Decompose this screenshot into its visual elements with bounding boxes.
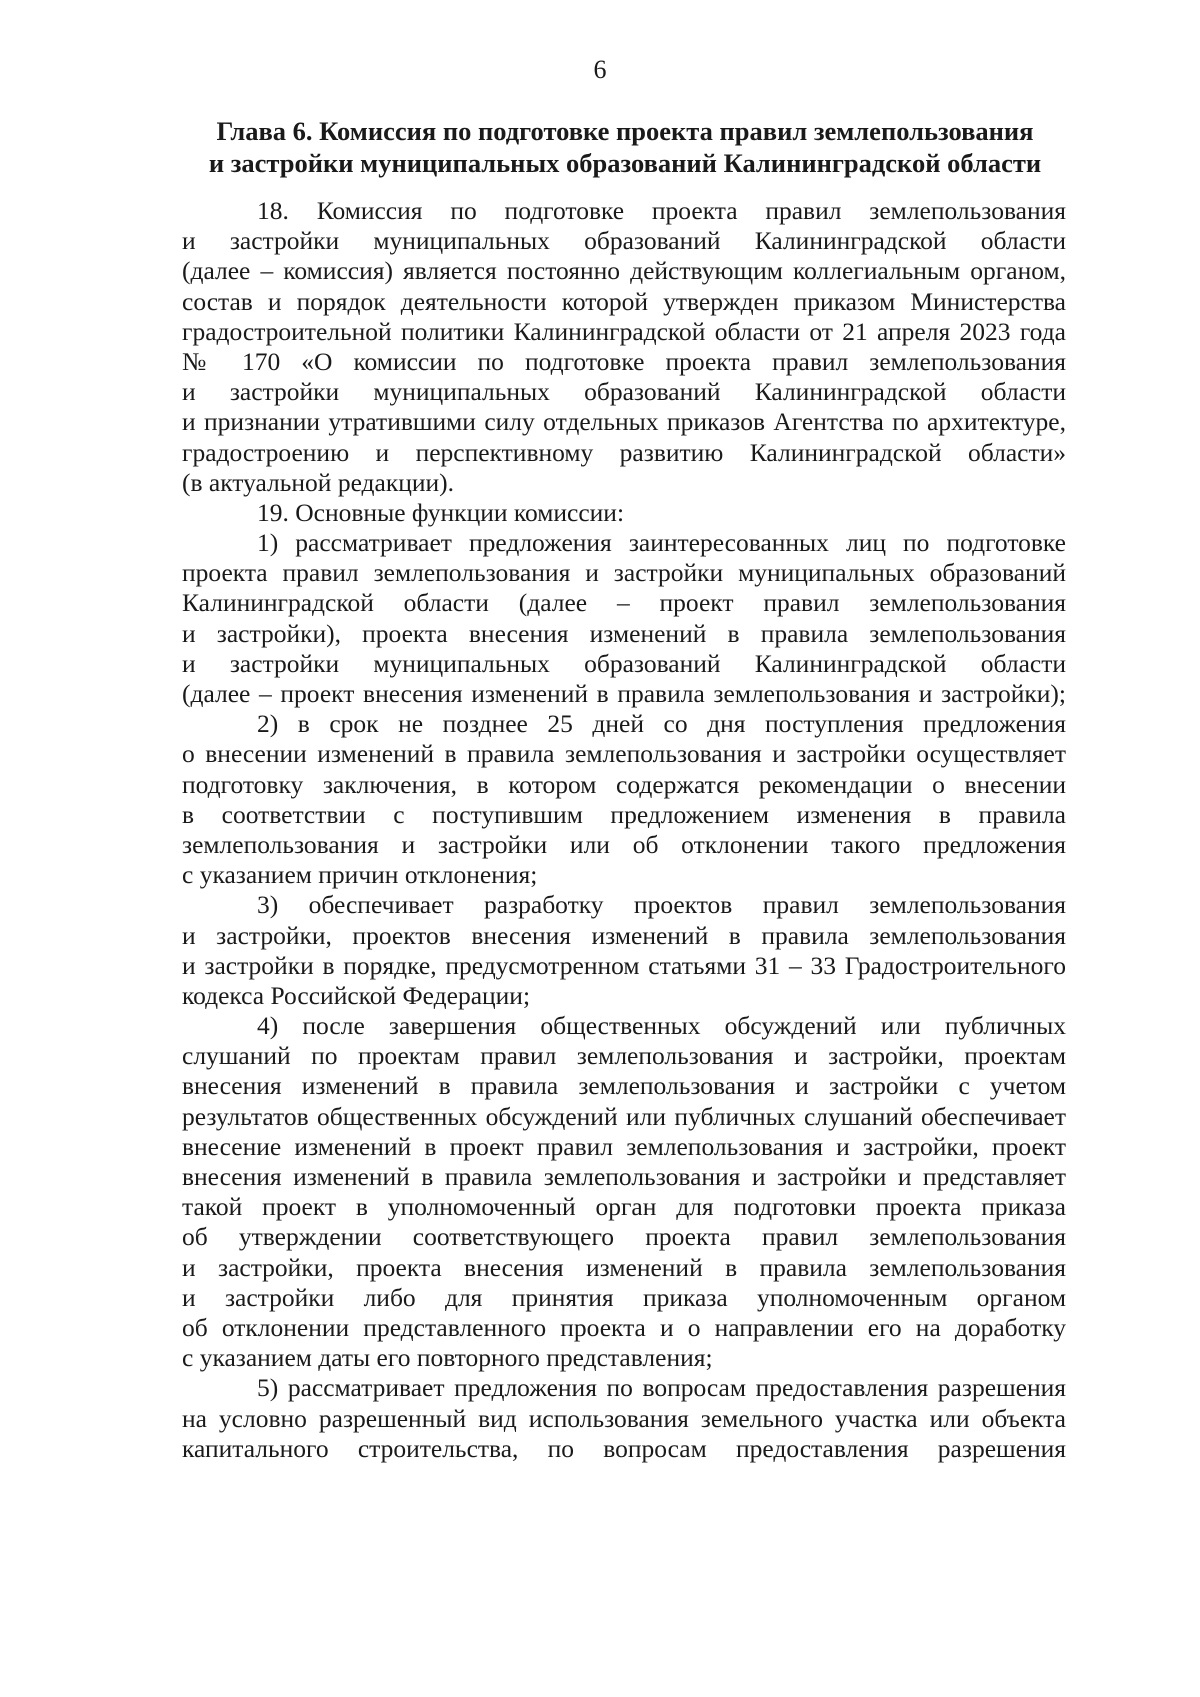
text-line: и застройки муниципальных образований Калининградской области [182, 377, 1066, 407]
text-line: результатов общественных обсуждений или публичных слушаний обеспечивает [182, 1101, 1066, 1131]
text-line: кодекса Российской Федерации; [182, 980, 531, 1010]
text-line: 19. Основные функции комиссии: [257, 497, 625, 527]
text-line: на условно разрешенный вид использования земельного участка или объекта [182, 1403, 1066, 1433]
text-line: внесение изменений в проект правил землепользования и застройки, проект [182, 1131, 1066, 1161]
text-line: об отклонении представленного проекта и о направлении его на доработку [182, 1312, 1066, 1342]
chapter-title-line: Глава 6. Комиссия по подготовке проекта правил землепользования [216, 116, 1034, 146]
text-line: градостроительной политики Калининградской области от 21 апреля 2023 года [182, 316, 1066, 346]
text-line: 18. Комиссия по подготовке проекта правил землепользования [257, 196, 1066, 225]
text-line: 2) в срок не позднее 25 дней со дня поступления предложения [257, 709, 1066, 739]
text-line: и застройки), проекта внесения изменений в правила землепользования [182, 618, 1066, 648]
text-line: № 170 «О комиссии по подготовке проекта правил землепользования [182, 346, 1066, 376]
text-line: с указанием даты его повторного представления; [182, 1343, 713, 1373]
text-line: и признании утратившими силу отдельных приказов Агентства по архитектуре, [182, 407, 1066, 437]
text-line: капитального строительства, по вопросам предоставления разрешения [182, 1433, 1066, 1463]
text-line: (в актуальной редакции). [182, 467, 455, 497]
text-line: и застройки муниципальных образований Калининградской области [182, 648, 1066, 678]
text-line: 5) рассматривает предложения по вопросам предоставления разрешения [257, 1373, 1066, 1403]
text-line: (далее – проект внесения изменений в правила землепользования и застройки); [182, 679, 1066, 708]
text-line: и застройки муниципальных образований Калининградской области [182, 226, 1066, 256]
page-number: 6 [593, 55, 607, 84]
body-text [182, 196, 1066, 1464]
text-line: с указанием причин отклонения; [182, 860, 538, 890]
text-line: 4) после завершения общественных обсуждений или публичных [257, 1011, 1066, 1041]
text-line: 1) рассматривает предложения заинтересованных лиц по подготовке [257, 528, 1066, 558]
text-line: и застройки либо для принятия приказа уполномоченным органом [182, 1282, 1066, 1312]
text-line: Калининградской области (далее – проект правил землепользования [182, 588, 1066, 618]
text-line: 3) обеспечивает разработку проектов правил землепользования [257, 890, 1066, 920]
text-line: в соответствии с поступившим предложением изменения в правила [182, 799, 1066, 829]
text-line: внесения изменений в правила землепользования и застройки и представляет [182, 1162, 1066, 1191]
text-line: и застройки в порядке, предусмотренном статьями 31 – 33 Градостроительного [182, 950, 1066, 980]
text-line: о внесении изменений в правила землепользования и застройки осуществляет [182, 739, 1066, 769]
text-line: слушаний по проектам правил землепользования и застройки, проектам [182, 1041, 1066, 1071]
chapter-title [180, 115, 1070, 179]
text-line: такой проект в уполномоченный орган для подготовки проекта приказа [182, 1192, 1066, 1222]
text-line: об утверждении соответствующего проекта правил землепользования [182, 1222, 1066, 1252]
text-line: и застройки, проекта внесения изменений в правила землепользования [182, 1252, 1066, 1282]
text-line: (далее – комиссия) является постоянно действующим коллегиальным органом, [182, 256, 1066, 286]
text-line: состав и порядок деятельности которой утвержден приказом Министерства [182, 286, 1066, 316]
text-line: градостроению и перспективному развитию Калининградской области» [182, 437, 1066, 467]
text-line: внесения изменений в правила землепользования и застройки с учетом [182, 1071, 1066, 1101]
text-line: подготовку заключения, в котором содержатся рекомендации о внесении [182, 769, 1066, 799]
text-line: проекта правил землепользования и застройки муниципальных образований [182, 558, 1066, 588]
chapter-title-line: и застройки муниципальных образований Калининградской области [208, 148, 1042, 178]
text-line: и застройки, проектов внесения изменений в правила землепользования [182, 920, 1066, 950]
text-line: землепользования и застройки или об отклонении такого предложения [182, 829, 1066, 859]
